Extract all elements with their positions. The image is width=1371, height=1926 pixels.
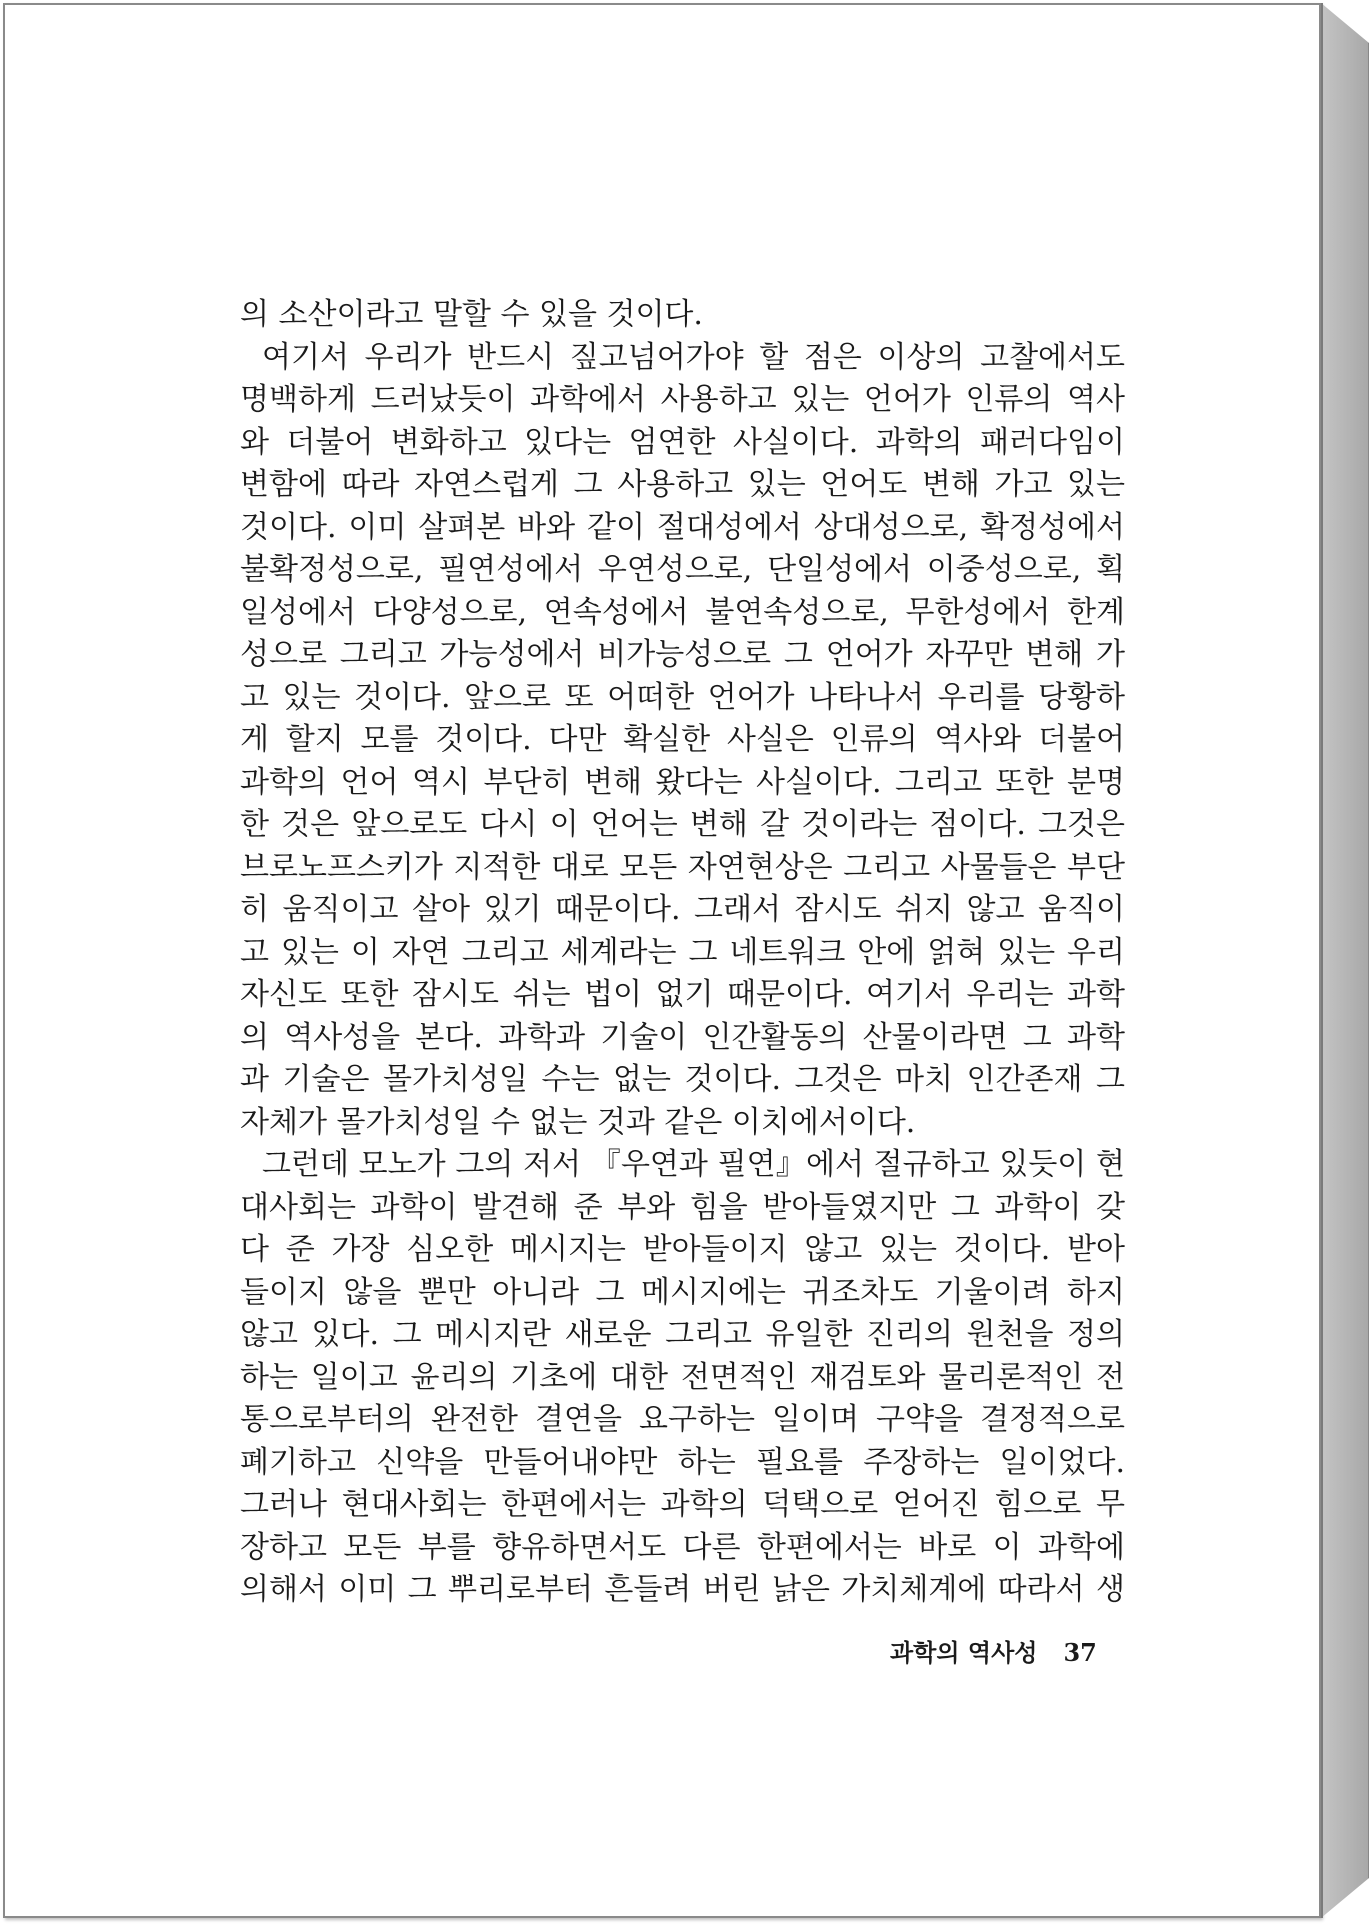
text-line: 게 할지 모를 것이다. 다만 확실한 사실은 인류의 역사와 더불어 <box>240 722 1125 757</box>
text-line: 히 움직이고 살아 있기 때문이다. 그래서 잠시도 쉬지 않고 움직이 <box>240 892 1125 927</box>
running-title: 과학의 역사성 <box>890 1638 1038 1667</box>
text-line: 과학의 언어 역시 부단히 변해 왔다는 사실이다. 그리고 또한 분명 <box>240 764 1125 800</box>
text-line: 와 더불어 변화하고 있다는 엄연한 사실이다. 과학의 패러다임이 <box>240 424 1125 460</box>
page-footer <box>890 1633 1097 1673</box>
text-line: 폐기하고 신약을 만들어내야만 하는 필요를 주장하는 일이었다. <box>240 1444 1125 1480</box>
text-line: 불확정성으로, 필연성에서 우연성으로, 단일성에서 이중성으로, 획 <box>240 552 1125 587</box>
text-line: 않고 있다. 그 메시지란 새로운 그리고 유일한 진리의 원천을 정의 <box>240 1317 1125 1352</box>
text-line: 성으로 그리고 가능성에서 비가능성으로 그 언어가 자꾸만 변해 가 <box>240 637 1125 672</box>
text-line: 고 있는 것이다. 앞으로 또 어떠한 언어가 나타나서 우리를 당황하 <box>240 679 1125 715</box>
text-line: 과 기술은 몰가치성일 수는 없는 것이다. 그것은 마치 인간존재 그 <box>240 1062 1125 1097</box>
page-number: 37 <box>1063 1638 1097 1667</box>
text-line: 고 있는 이 자연 그리고 세계라는 그 네트워크 안에 얽혀 있는 우리 <box>240 934 1125 970</box>
text-line: 의 소산이라고 말할 수 있을 것이다. <box>240 297 703 332</box>
text-line: 여기서 우리가 반드시 짚고넘어가야 할 점은 이상의 고찰에서도 <box>262 339 1125 375</box>
text-line: 하는 일이고 윤리의 기초에 대한 전면적인 재검토와 물리론적인 전 <box>240 1359 1125 1395</box>
paragraph <box>240 337 1125 1145</box>
text-line: 의해서 이미 그 뿌리로부터 흔들려 버린 낡은 가치체계에 따라서 생 <box>240 1572 1125 1607</box>
text-line: 들이지 않을 뿐만 아니라 그 메시지에는 귀조차도 기울이려 하지 <box>240 1274 1125 1310</box>
text-line: 그러나 현대사회는 한편에서는 과학의 덕택으로 얻어진 힘으로 무 <box>240 1487 1125 1522</box>
body-text <box>240 294 1125 1612</box>
text-line: 의 역사성을 본다. 과학과 기술이 인간활동의 산물이라면 그 과학 <box>240 1019 1125 1055</box>
page-fold-line <box>1321 3 1323 1918</box>
text-line: 자체가 몰가치성일 수 없는 것과 같은 이치에서이다. <box>240 1104 916 1140</box>
text-line: 일성에서 다양성으로, 연속성에서 불연속성으로, 무한성에서 한계 <box>240 594 1125 630</box>
text-line: 다 준 가장 심오한 메시지는 받아들이지 않고 있는 것이다. 받아 <box>240 1232 1125 1267</box>
text-line: 자신도 또한 잠시도 쉬는 법이 없기 때문이다. 여기서 우리는 과학 <box>240 977 1125 1012</box>
text-line: 대사회는 과학이 발견해 준 부와 힘을 받아들였지만 그 과학이 갖 <box>240 1189 1125 1225</box>
text-line: 통으로부터의 완전한 결연을 요구하는 일이며 구약을 결정적으로 <box>240 1402 1125 1437</box>
page-stack-edge <box>1321 3 1369 1918</box>
text-line: 장하고 모든 부를 향유하면서도 다른 한편에서는 바로 이 과학에 <box>240 1529 1125 1565</box>
text-line: 한 것은 앞으로도 다시 이 언어는 변해 갈 것이라는 점이다. 그것은 <box>240 807 1125 842</box>
text-line: 것이다. 이미 살펴본 바와 같이 절대성에서 상대성으로, 확정성에서 <box>240 509 1125 545</box>
text-line: 변함에 따라 자연스럽게 그 사용하고 있는 언어도 변해 가고 있는 <box>240 467 1125 502</box>
paragraph <box>240 294 1125 337</box>
text-line: 그런데 모노가 그의 저서 『우연과 필연』에서 절규하고 있듯이 현 <box>262 1147 1125 1182</box>
text-line: 브로노프스키가 지적한 대로 모든 자연현상은 그리고 사물들은 부단 <box>240 849 1125 885</box>
text-line: 명백하게 드러났듯이 과학에서 사용하고 있는 언어가 인류의 역사 <box>240 382 1125 417</box>
paragraph <box>240 1144 1125 1612</box>
